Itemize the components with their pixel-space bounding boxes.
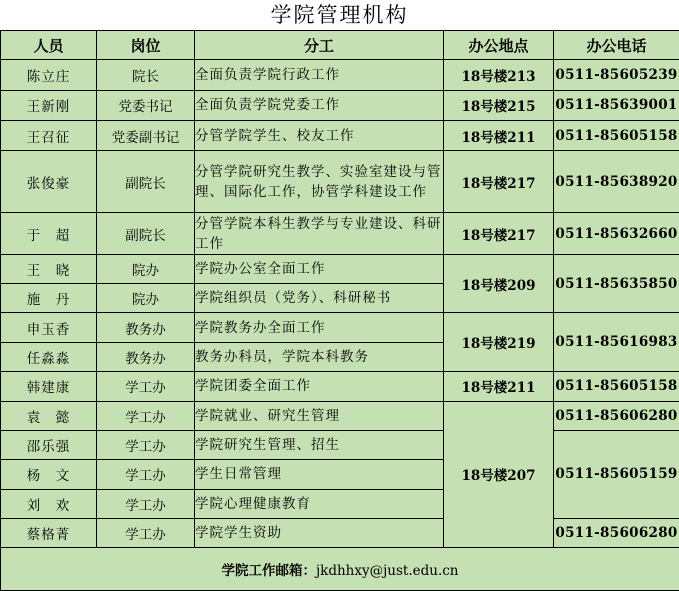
table-row [1,430,679,459]
person-name: 于 超 [1,213,97,255]
email-address: jkdhhxy@just.edu.cn [315,563,459,580]
management-table [0,30,679,591]
person-duty: 学院办公室全面工作 [195,254,444,283]
person-duty: 分管学院本科生教学与专业建设、科研工作 [195,213,444,255]
person-duty: 学院组织员（党务）、科研秘书 [195,284,444,313]
person-post: 教务办 [97,313,195,342]
person-duty: 学院就业、研究生管理 [195,401,444,430]
person-duty: 学院教务办全面工作 [195,313,444,342]
table-row [1,401,679,430]
person-post: 教务办 [97,342,195,371]
person-name: 蔡格菁 [1,519,97,548]
office-room: 18号楼217 [444,151,554,213]
person-name: 申玉香 [1,313,97,342]
office-room: 18号楼213 [444,60,554,90]
person-name: 王 晓 [1,254,97,283]
table-row [1,121,679,151]
person-name: 袁 懿 [1,401,97,430]
person-name: 任淼淼 [1,342,97,371]
person-duty: 学院研究生管理、招生 [195,430,444,459]
person-duty: 学院团委全面工作 [195,372,444,401]
office-phone: 0511-85605159 [554,430,679,518]
page-title: 学院管理机构 [270,3,409,27]
office-phone: 0511-85639001 [554,90,679,120]
person-duty: 学院心理健康教育 [195,489,444,518]
person-post: 院办 [97,284,195,313]
person-post: 学工办 [97,372,195,401]
office-phone: 0511-85605239 [554,60,679,90]
table-row [1,90,679,120]
person-post: 学工办 [97,519,195,548]
footer-row [1,548,679,591]
person-name: 韩建康 [1,372,97,401]
office-phone: 0511-85638920 [554,151,679,213]
person-name: 刘 欢 [1,489,97,518]
person-name: 王新刚 [1,90,97,120]
header-post: 岗位 [97,31,195,60]
table-row [1,519,679,548]
email-label: 学院工作邮箱： [221,563,316,580]
office-room: 18号楼215 [444,90,554,120]
office-phone: 0511-85635850 [554,254,679,313]
person-post: 学工办 [97,460,195,489]
person-post: 副院长 [97,151,195,213]
header-phone: 办公电话 [554,31,679,60]
office-phone: 0511-85605158 [554,121,679,151]
office-room: 18号楼209 [444,254,554,313]
office-room: 18号楼207 [444,401,554,548]
person-name: 王召征 [1,121,97,151]
person-post: 学工办 [97,401,195,430]
person-duty: 全面负责学院党委工作 [195,90,444,120]
person-post: 院办 [97,254,195,283]
person-name: 陈立庄 [1,60,97,90]
person-post: 院长 [97,60,195,90]
header-duty: 分工 [195,31,444,60]
office-room: 18号楼211 [444,372,554,401]
person-duty: 教务办科员，学院本科教务 [195,342,444,371]
table-row [1,213,679,255]
office-phone: 0511-85632660 [554,213,679,255]
person-post: 学工办 [97,489,195,518]
office-phone: 0511-85616983 [554,313,679,372]
person-name: 施 丹 [1,284,97,313]
person-post: 学工办 [97,430,195,459]
table-row [1,254,679,283]
person-name: 邵乐强 [1,430,97,459]
table-row [1,60,679,90]
table-row [1,151,679,213]
person-duty: 学院学生资助 [195,519,444,548]
office-phone: 0511-85606280 [554,519,679,548]
person-post: 党委副书记 [97,121,195,151]
office-room: 18号楼219 [444,313,554,372]
office-room: 18号楼211 [444,121,554,151]
header-room: 办公地点 [444,31,554,60]
header-row [1,31,679,60]
person-name: 张俊豪 [1,151,97,213]
table-row [1,313,679,342]
office-phone: 0511-85606280 [554,401,679,430]
office-room: 18号楼217 [444,213,554,255]
person-post: 党委书记 [97,90,195,120]
person-post: 副院长 [97,213,195,255]
header-name: 人员 [1,31,97,60]
email-footer [1,548,679,591]
person-name: 杨 文 [1,460,97,489]
person-duty: 分管学院研究生教学、实验室建设与管理、国际化工作，协管学科建设工作 [195,151,444,213]
person-duty: 学生日常管理 [195,460,444,489]
office-phone: 0511-85605158 [554,372,679,401]
person-duty: 全面负责学院行政工作 [195,60,444,90]
table-row [1,372,679,401]
person-duty: 分管学院学生、校友工作 [195,121,444,151]
